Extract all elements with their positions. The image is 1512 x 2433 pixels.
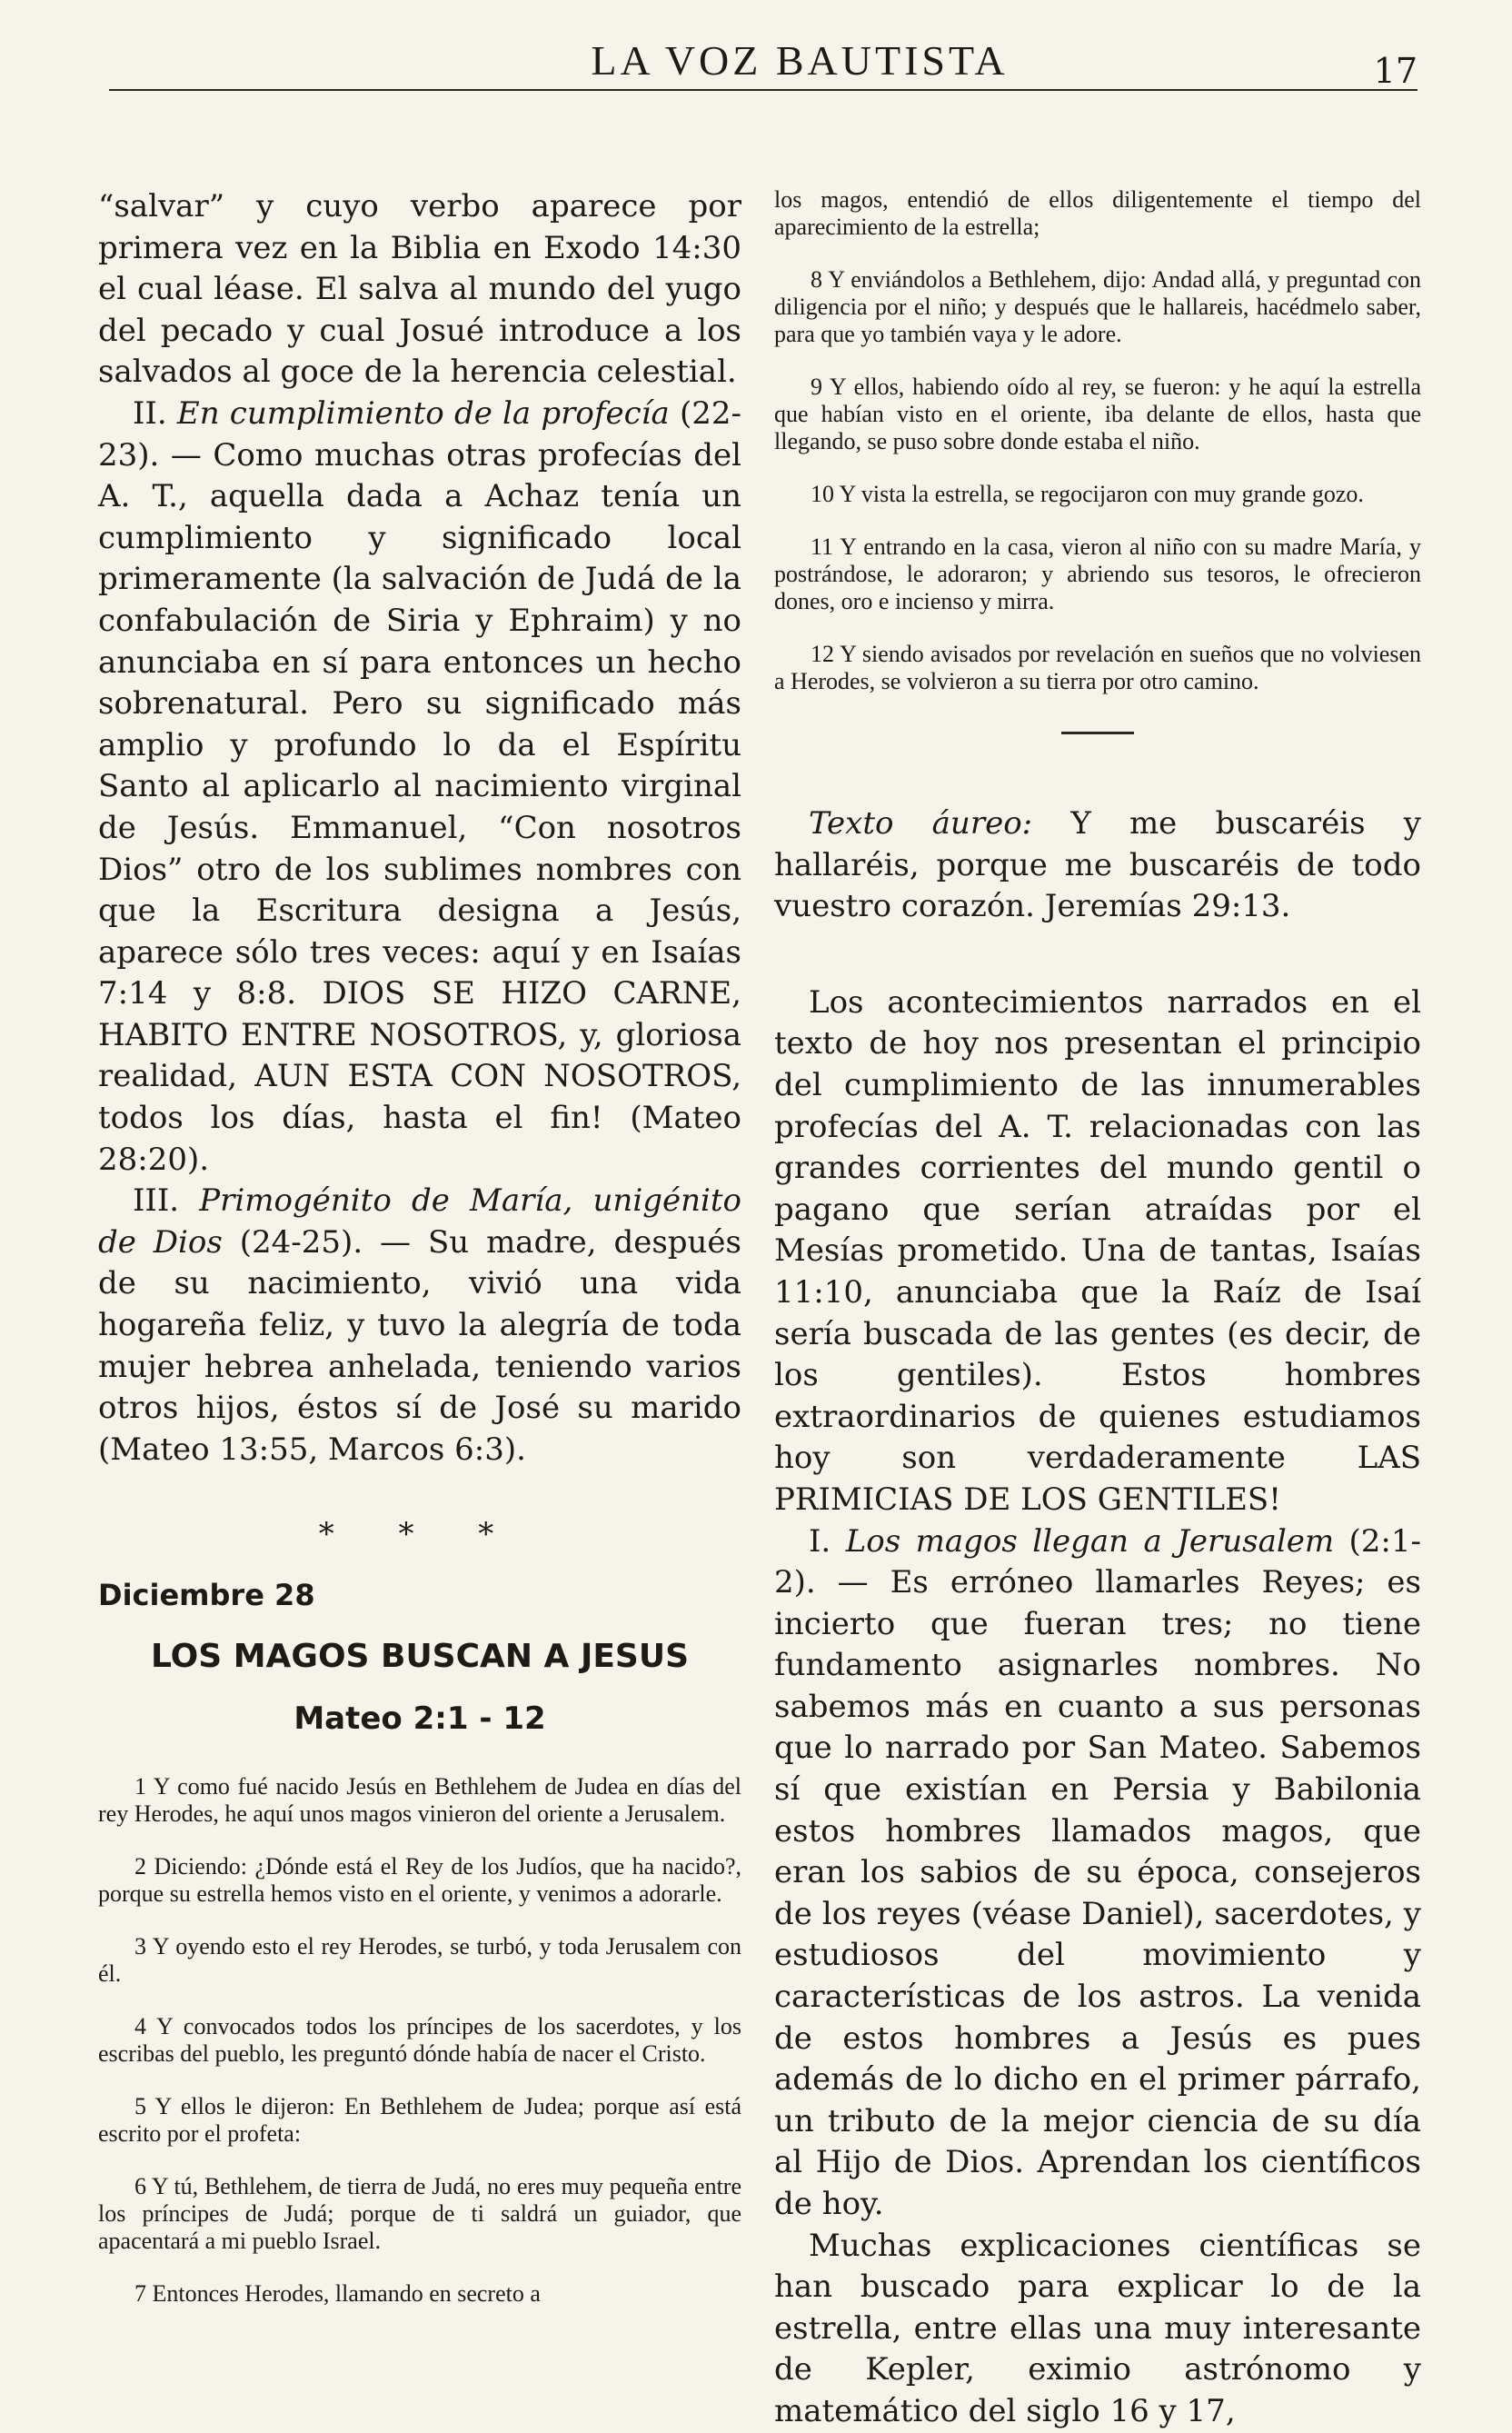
verse: 3 Y oyendo esto el rey Herodes, se turbó, y toda Jerusalem con él. bbox=[98, 1933, 741, 1988]
section-numeral: III. bbox=[133, 1182, 180, 1220]
commentary-paragraph: Muchas explicaciones científicas se han buscado para explicar lo de la estrella, entre ellas una muy interesante de Kepler, eximio astrónomo y matemático del siglo 16 y 17, bbox=[774, 2227, 1421, 2429]
section-divider-stars: * * * bbox=[318, 1516, 522, 1553]
verse: 2 Diciendo: ¿Dónde está el Rey de los Judíos, que ha nacido?, porque su estrella hemos visto en el oriente, y venimos a adorarle. bbox=[98, 1853, 741, 1908]
verse: 1 Y como fué nacido Jesús en Bethlehem de Judea en días del rey Herodes, he aquí unos magos vinieron del oriente a Jerusalem. bbox=[98, 1773, 741, 1828]
magazine-title: LA VOZ BAUTISTA bbox=[591, 37, 1009, 84]
section-numeral: II. bbox=[133, 394, 167, 432]
page-header bbox=[109, 27, 1418, 100]
verse: 11 Y entrando en la casa, vieron al niño con su madre María, y postrándose, le adoraron; y abriendo sus tesoros, le ofrecieron dones, oro e incienso y mirra. bbox=[774, 533, 1421, 614]
verse: 5 Y ellos le dijeron: En Bethlehem de Judea; porque así está escrito por el profeta: bbox=[98, 2093, 741, 2148]
commentary-section-3 bbox=[98, 1181, 741, 1471]
lesson-date: Diciembre 28 bbox=[98, 1578, 315, 1613]
golden-text-body: Y me buscaréis y hallaréis, porque me buscaréis de todo vuestro corazón. Jeremías 29:13. bbox=[774, 805, 1421, 925]
section-heading: Los magos llegan a Jerusalem bbox=[845, 1522, 1335, 1560]
verse: 12 Y siendo avisados por revelación en sueños que no volviesen a Herodes, se volvieron a su tierra por otro camino. bbox=[774, 641, 1421, 694]
section-heading: Primogénito de María, unigénito de Dios bbox=[98, 1182, 741, 1261]
commentary-paragraph: “salvar” y cuyo verbo aparece por primera vez en la Biblia en Exodo 14:30 el cual léase. El salva al mundo del yugo del pecado y cual Josué introduce a los salvados al goce de la herencia celestial. bbox=[98, 188, 741, 391]
section-body: (22-23). — Como muchas otras profecías del A. T., aquella dada a Achaz tenía un cumplimiento y significado local primeramente (la salvación de Judá de la confabulación de Siria y Ephraim) y no anunciaba en sí para entonces un hecho sobrenatural. Pero su significado más amplio y profundo lo da el Espíritu Santo al aplicarlo al nacimiento virginal de Jesús. Emmanuel, “Con nosotros Dios” otro de los sublimes nombres con que la Escritura designa a Jesús, aparece sólo tres veces: aquí y en Isaías 7:14 y 8:8. DIOS SE HIZO CARNE, HABITO ENTRE NOSOTROS, y, gloriosa realidad, AUN ESTA CON NOSOTROS, todos los días, hasta el fin! (Mateo 28:20). bbox=[98, 394, 741, 1178]
page-number: 17 bbox=[1373, 51, 1418, 91]
verse: 10 Y vista la estrella, se regocijaron con muy grande gozo. bbox=[811, 481, 1364, 507]
lesson-title: LOS MAGOS BUSCAN A JESUS bbox=[150, 1638, 690, 1676]
right-column bbox=[774, 186, 1421, 2433]
verse: 4 Y convocados todos los príncipes de los sacerdotes, y los escribas del pueblo, les preguntó dónde había de nacer el Cristo. bbox=[98, 2013, 741, 2068]
section-body: (24-25). — Su madre, después de su nacimiento, vivió una vida hogareña feliz, y tuvo la alegría de toda mujer hebrea anhelada, teniendo varios otros hijos, éstos sí de José su marido (Mateo 13:55, Marcos 6:3). bbox=[98, 1223, 742, 1468]
section-numeral: I. bbox=[809, 1522, 831, 1560]
verse: 9 Y ellos, habiendo oído al rey, se fueron: y he aquí la estrella que habían visto en el oriente, iba delante de ellos, hasta que llegando, se puso sobre donde estaba el niño. bbox=[774, 374, 1421, 454]
verse: 6 Y tú, Bethlehem, de tierra de Judá, no eres muy pequeña entre los príncipes de Judá; porque de ti saldrá un guiador, que apacentará a mi pueblo Israel. bbox=[98, 2173, 741, 2255]
golden-text bbox=[774, 803, 1421, 928]
section-body: (2:1-2). — Es erróneo llamarles Reyes; es incierto que fueran tres; no tiene fundamento asignarles nombres. No sabemos más en cuanto a sus personas que lo narrado por San Mateo. Sabemos sí que existían en Persia y Babilonia estos hombres llamados magos, que eran los sabios de su época, consejeros de los reyes (véase Daniel), sacerdotes, y estudiosos del movimiento y características de los astros. La venida de estos hombres a Jesús es pues además de lo dicho en el primer párrafo, un tributo de la mejor ciencia de su día al Hijo de Dios. Aprendan los científicos de hoy. bbox=[774, 1522, 1422, 2222]
commentary-section-1 bbox=[774, 1521, 1421, 2226]
commentary-section-2 bbox=[98, 394, 741, 1181]
left-column bbox=[98, 186, 741, 2333]
commentary-paragraph: Los acontecimientos narrados en el texto de hoy nos presentan el principio del cumplimiento de las innumerables profecías del A. T. relacionadas con las grandes corrientes del mundo gentil o pagano que serían atraídas por el Mesías prometido. Una de tantas, Isaías 11:10, anunciaba que la Raíz de Isaí sería buscada de las gentes (es decir, de los gentiles). Estos hombres extraordinarios de quienes estudiamos hoy son verdaderamente LAS PRIMICIAS DE LOS GENTILES! bbox=[774, 983, 1421, 1518]
section-heading: En cumplimiento de la profecía bbox=[176, 394, 670, 432]
section-separator bbox=[1061, 732, 1134, 734]
header-rule bbox=[109, 89, 1418, 91]
spacer bbox=[774, 928, 1421, 982]
verse: los magos, entendió de ellos diligentemente el tiempo del aparecimiento de la estrella; bbox=[774, 186, 1421, 240]
verse: 8 Y enviándolos a Bethlehem, dijo: Andad allá, y preguntad con diligencia por el niño; y después que le hallareis, hacédmelo saber, para que yo también vaya y le adore. bbox=[774, 266, 1421, 347]
verse: 7 Entonces Herodes, llamando en secreto a bbox=[134, 2280, 541, 2308]
golden-text-label: Texto áureo: bbox=[809, 805, 1033, 842]
scripture-reference: Mateo 2:1 - 12 bbox=[293, 1700, 546, 1738]
